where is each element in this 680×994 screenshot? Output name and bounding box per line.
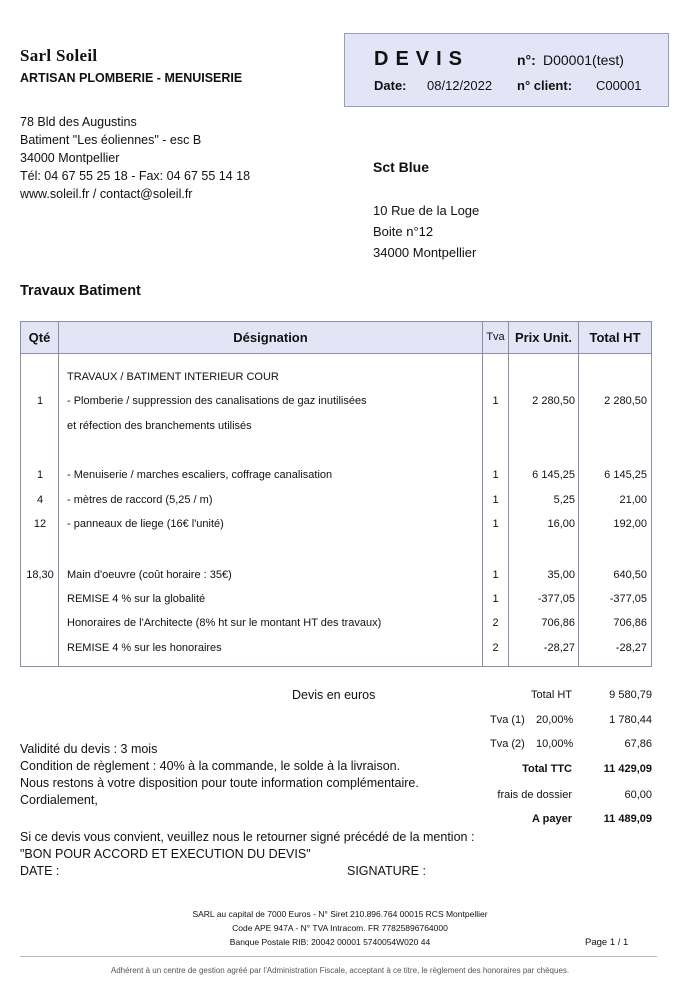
tva2-value: 67,86 bbox=[624, 738, 652, 750]
row-total: -377,05 bbox=[609, 593, 647, 605]
total-ttc-value: 11 429,09 bbox=[603, 763, 652, 775]
signature-label: SIGNATURE : bbox=[347, 864, 426, 878]
row-tva: 1 bbox=[492, 569, 499, 581]
row-designation: - Menuiserie / marches escaliers, coffrage canalisation bbox=[67, 469, 333, 481]
row-qty: 12 bbox=[33, 518, 47, 530]
frais-dossier-label: frais de dossier bbox=[497, 789, 572, 801]
company-address-line: 78 Bld des Augustins bbox=[20, 115, 137, 129]
client-address bbox=[373, 200, 479, 263]
row-unit-price: 35,00 bbox=[547, 569, 575, 581]
row-designation: TRAVAUX / BATIMENT INTERIEUR COUR bbox=[67, 371, 279, 383]
table-row bbox=[21, 420, 651, 436]
company-name: Sarl Soleil bbox=[20, 46, 98, 65]
company-address-line: 34000 Montpellier bbox=[20, 151, 120, 165]
table-row bbox=[21, 371, 651, 387]
header-designation: Désignation bbox=[233, 330, 308, 345]
footer-bank: Banque Postale RIB: 20042 00001 5740054W020 44 bbox=[229, 937, 431, 947]
company-phone-fax: Tél: 04 67 55 25 18 - Fax: 04 67 55 14 18 bbox=[20, 169, 251, 183]
row-unit-price: -28,27 bbox=[543, 642, 575, 654]
row-unit-price: 6 145,25 bbox=[532, 469, 575, 481]
footer-legal: SARL au capital de 7000 Euros - N° Siret 210.896.764 00015 RCS Montpellier bbox=[192, 909, 488, 919]
company-subtitle: ARTISAN PLOMBERIE - MENUISERIE bbox=[20, 71, 243, 85]
devis-header-box bbox=[344, 33, 669, 107]
row-tva: 1 bbox=[492, 395, 499, 407]
row-tva: 1 bbox=[492, 494, 499, 506]
row-tva: 1 bbox=[492, 469, 499, 481]
table-row bbox=[21, 569, 651, 585]
row-designation: - mètres de raccord (5,25 / m) bbox=[67, 494, 213, 506]
devis-date-label: Date: bbox=[374, 78, 407, 93]
table-row bbox=[21, 642, 651, 658]
row-designation: Honoraires de l'Architecte (8% ht sur le montant HT des travaux) bbox=[67, 617, 382, 629]
date-label: DATE : bbox=[20, 864, 60, 878]
header-unit-price: Prix Unit. bbox=[514, 330, 573, 345]
row-total: 192,00 bbox=[613, 518, 647, 530]
row-designation: REMISE 4 % sur la globalité bbox=[67, 593, 206, 605]
table-row bbox=[21, 593, 651, 609]
row-tva: 1 bbox=[492, 593, 499, 605]
row-total: 706,86 bbox=[613, 617, 647, 629]
row-total: 2 280,50 bbox=[604, 395, 647, 407]
row-total: 21,00 bbox=[619, 494, 647, 506]
tva2-rate: 10,00% bbox=[536, 738, 574, 750]
row-total: 640,50 bbox=[613, 569, 647, 581]
devis-title: DEVIS bbox=[374, 48, 470, 70]
devis-client-label: n° client: bbox=[517, 78, 573, 93]
table-row bbox=[21, 494, 651, 510]
validity-text: Validité du devis : 3 mois bbox=[20, 742, 158, 756]
row-qty: 1 bbox=[36, 469, 44, 481]
row-qty: 18,30 bbox=[26, 569, 54, 581]
amount-due-label: A payer bbox=[532, 813, 572, 825]
tva1-rate: 20,00% bbox=[536, 714, 574, 726]
footer-note: Adhérent à un centre de gestion agréé par l'Administration Fiscale, acceptant à ce titre, le règlement des honoraires par chèques. bbox=[110, 966, 570, 975]
total-ht-value: 9 580,79 bbox=[609, 689, 652, 701]
table-row bbox=[21, 395, 651, 411]
acceptance-mention: "BON POUR ACCORD ET EXECUTION DU DEVIS" bbox=[20, 847, 311, 861]
acceptance-block bbox=[20, 829, 474, 880]
devis-number: D00001(test) bbox=[543, 52, 624, 68]
divider bbox=[20, 956, 657, 957]
devis-number-label: n°: bbox=[517, 52, 536, 68]
devis-client-number: C00001 bbox=[596, 78, 642, 93]
row-unit-price: -377,05 bbox=[537, 593, 575, 605]
row-tva: 1 bbox=[492, 518, 499, 530]
row-designation: REMISE 4 % sur les honoraires bbox=[67, 642, 222, 654]
row-qty: 4 bbox=[36, 494, 44, 506]
row-designation: et réfection des branchements utilisés bbox=[67, 420, 252, 432]
conditions-block bbox=[20, 741, 419, 809]
row-unit-price: 5,25 bbox=[553, 494, 575, 506]
company-address-line: Batiment "Les éoliennes" - esc B bbox=[20, 133, 202, 147]
table-row bbox=[21, 518, 651, 534]
availability-text: Nous restons à votre disposition pour toute information complémentaire. bbox=[20, 776, 419, 790]
table-row bbox=[21, 469, 651, 485]
client-address-line: 10 Rue de la Loge bbox=[373, 203, 480, 218]
closing-text: Cordialement, bbox=[20, 793, 98, 807]
amount-due-value: 11 489,09 bbox=[603, 813, 652, 825]
header-total-ht: Total HT bbox=[589, 330, 641, 345]
row-unit-price: 706,86 bbox=[541, 617, 575, 629]
currency-note: Devis en euros bbox=[292, 688, 376, 702]
row-tva: 2 bbox=[492, 617, 499, 629]
client-name: Sct Blue bbox=[373, 159, 430, 175]
client-address-line: Boite n°12 bbox=[373, 224, 434, 239]
row-designation: - Plomberie / suppression des canalisations de gaz inutilisées bbox=[67, 395, 367, 407]
row-total: -28,27 bbox=[615, 642, 647, 654]
footer-code: Code APE 947A - N° TVA Intracom. FR 77825896764000 bbox=[232, 923, 448, 933]
header-qty: Qté bbox=[28, 330, 51, 345]
table-row bbox=[21, 617, 651, 633]
tva1-label: Tva (1) bbox=[490, 714, 525, 726]
payment-terms: Condition de règlement : 40% à la commande, le solde à la livraison. bbox=[20, 759, 401, 773]
row-unit-price: 16,00 bbox=[547, 518, 575, 530]
row-designation: Main d'oeuvre (coût horaire : 35€) bbox=[67, 569, 232, 581]
total-ttc-label: Total TTC bbox=[522, 763, 572, 775]
page-number: Page 1 / 1 bbox=[585, 937, 629, 948]
quote-table bbox=[20, 321, 652, 667]
date-signature-line bbox=[20, 863, 474, 880]
row-designation: - panneaux de liege (16€ l'unité) bbox=[67, 518, 224, 530]
company-address bbox=[20, 113, 250, 203]
frais-dossier-value: 60,00 bbox=[624, 789, 652, 801]
tva2-label: Tva (2) bbox=[490, 738, 525, 750]
row-tva: 2 bbox=[492, 642, 499, 654]
company-web-email: www.soleil.fr / contact@soleil.fr bbox=[20, 187, 193, 201]
acceptance-instruction: Si ce devis vous convient, veuillez nous le retourner signé précédé de la mention : bbox=[20, 830, 475, 844]
header-tva: Tva bbox=[486, 331, 505, 343]
section-title: Travaux Batiment bbox=[20, 283, 141, 299]
row-qty: 1 bbox=[36, 395, 44, 407]
devis-date: 08/12/2022 bbox=[427, 78, 493, 93]
total-ht-label: Total HT bbox=[531, 689, 572, 701]
tva1-value: 1 780,44 bbox=[609, 714, 652, 726]
client-address-line: 34000 Montpellier bbox=[373, 245, 477, 260]
row-total: 6 145,25 bbox=[604, 469, 647, 481]
row-unit-price: 2 280,50 bbox=[532, 395, 575, 407]
